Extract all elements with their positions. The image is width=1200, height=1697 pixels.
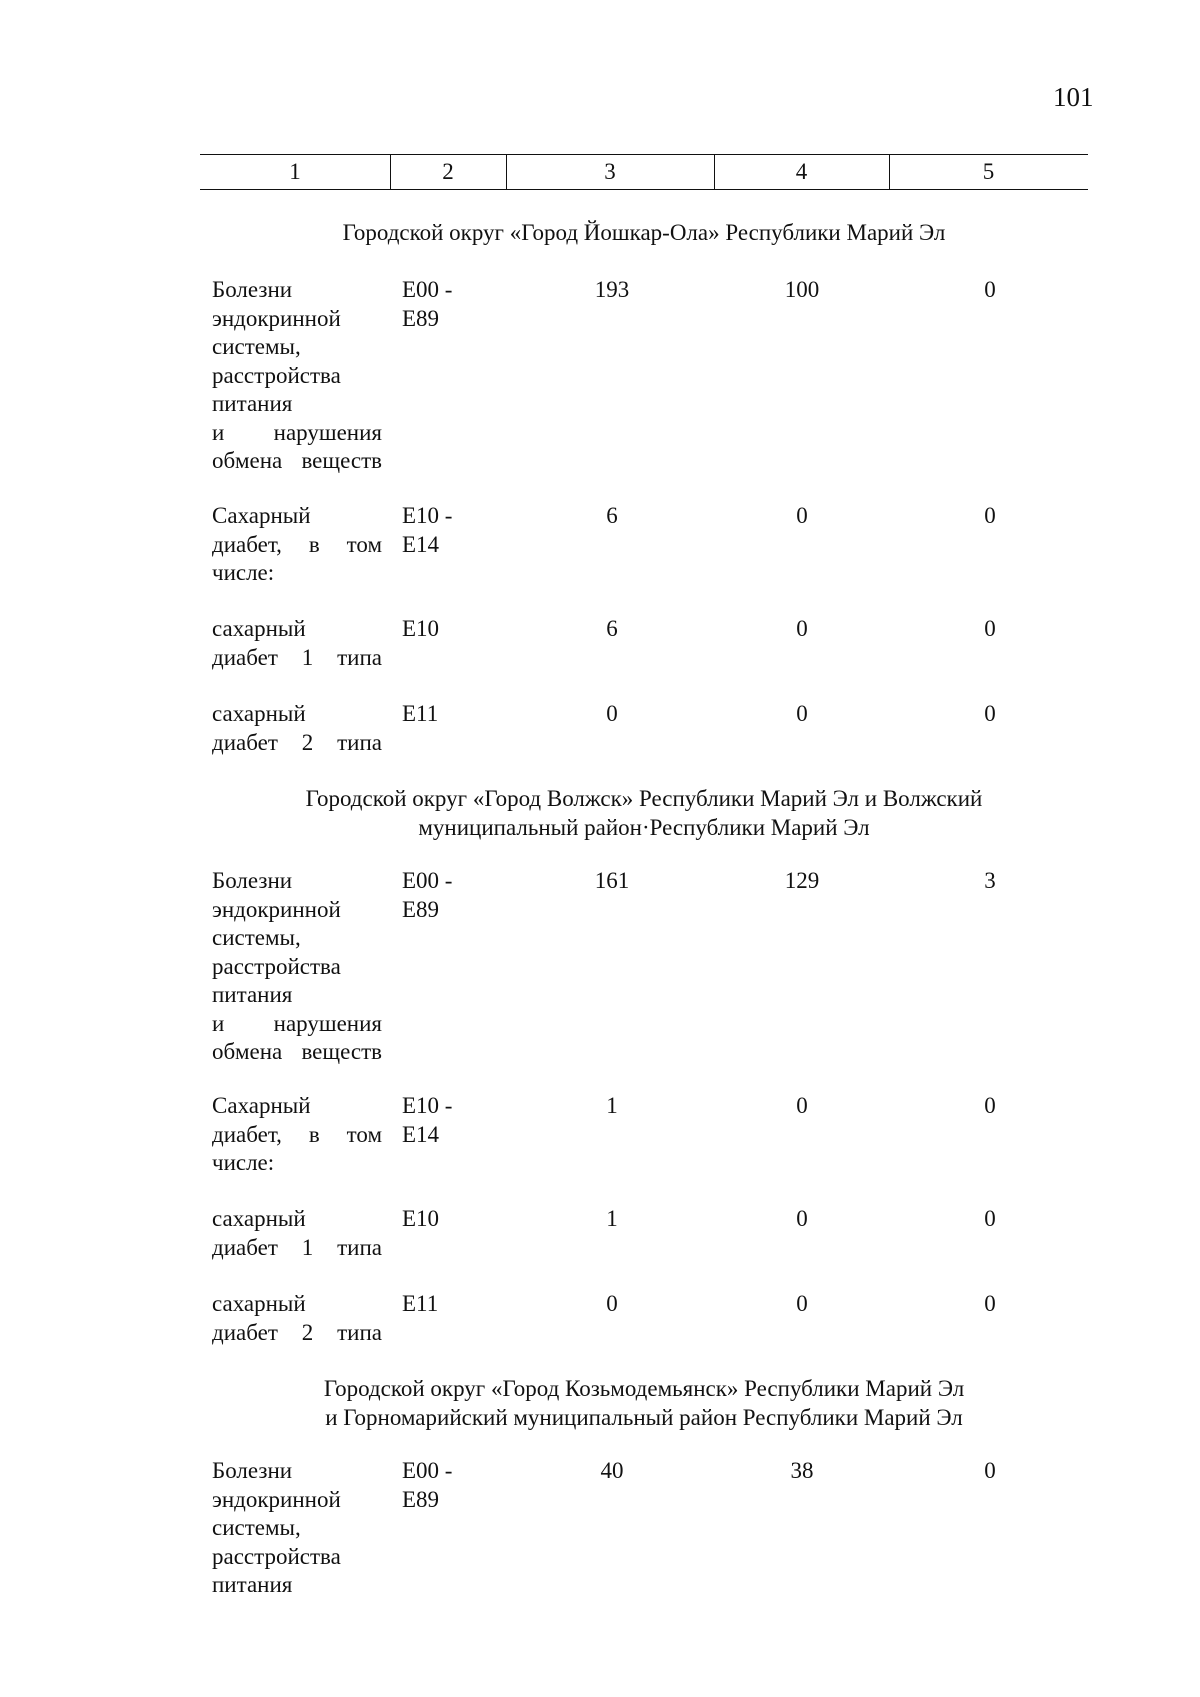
row-code: E11 [402, 1291, 439, 1316]
header-col-5: 5 [982, 159, 995, 184]
header-col-1: 1 [200, 155, 391, 189]
row-code: E10 [402, 616, 440, 641]
row-name: Болезни эндокринной системы, расстройства питания и нарушения обмена веществ [212, 277, 382, 473]
section-title [200, 218, 1088, 247]
row-col-3: 6 [606, 616, 618, 641]
table-header [200, 154, 1088, 190]
header-col-3: 3 [506, 155, 715, 189]
section-title-line: Городской округ «Город Козьмодемьянск» Республики Марий Эл [323, 1376, 965, 1401]
row-col-3: 6 [606, 503, 618, 528]
row-name: Сахарный диабет, в том числе: [212, 503, 382, 585]
row-code: E00 - E89 [402, 868, 453, 922]
row-col-5: 0 [984, 1093, 996, 1118]
section-title-line: Городской округ «Город Волжск» Республики Марий Эл и Волжский [305, 786, 983, 811]
row-col-3: 0 [606, 1291, 618, 1316]
row-col-3: 193 [594, 277, 630, 302]
row-col-4: 0 [796, 503, 808, 528]
header-col-2: 2 [390, 155, 507, 189]
row-code: E10 [402, 1206, 440, 1231]
row-col-3: 1 [606, 1206, 618, 1231]
row-col-4: 0 [796, 701, 808, 726]
row-name: сахарный диабет 2 типа [212, 1291, 382, 1345]
row-col-5: 0 [984, 1206, 996, 1231]
row-col-5: 0 [984, 1458, 996, 1483]
row-name: сахарный диабет 2 типа [212, 701, 382, 755]
row-code: E10 - E14 [402, 1093, 453, 1147]
row-col-4: 100 [784, 277, 820, 302]
row-col-4: 0 [796, 616, 808, 641]
row-col-3: 1 [606, 1093, 618, 1118]
row-name: Болезни эндокринной системы, расстройства питания и нарушения обмена веществ [212, 868, 382, 1064]
row-name: Сахарный диабет, в том числе: [212, 1093, 382, 1175]
row-col-5: 0 [984, 503, 996, 528]
row-col-3: 40 [600, 1458, 624, 1483]
section-title [200, 1374, 1088, 1432]
row-code: E00 - E89 [402, 1458, 453, 1512]
row-col-4: 38 [790, 1458, 814, 1483]
section-title-line: Городской округ «Город Йошкар-Ола» Республики Марий Эл [342, 220, 946, 245]
row-col-5: 0 [984, 701, 996, 726]
row-col-4: 0 [796, 1206, 808, 1231]
row-name: Болезни эндокринной системы, расстройства питания [212, 1458, 341, 1597]
header-col-4: 4 [714, 155, 890, 189]
page-number: 101 [1053, 82, 1094, 112]
row-col-5: 3 [984, 868, 996, 893]
row-code: E11 [402, 701, 439, 726]
row-col-5: 0 [984, 277, 996, 302]
row-col-4: 0 [796, 1291, 808, 1316]
row-name: сахарный диабет 1 типа [212, 616, 382, 670]
row-col-3: 161 [594, 868, 630, 893]
row-code: E00 - E89 [402, 277, 453, 331]
row-col-4: 0 [796, 1093, 808, 1118]
row-col-5: 0 [984, 1291, 996, 1316]
row-code: E10 - E14 [402, 503, 453, 557]
section-title-line: и Горномарийский муниципальный район Республики Марий Эл [325, 1405, 963, 1430]
section-title [200, 784, 1088, 842]
row-col-5: 0 [984, 616, 996, 641]
section-title-line: муниципальный район·Республики Марий Эл [418, 815, 870, 840]
row-name: сахарный диабет 1 типа [212, 1206, 382, 1260]
row-col-4: 129 [784, 868, 820, 893]
row-col-3: 0 [606, 701, 618, 726]
